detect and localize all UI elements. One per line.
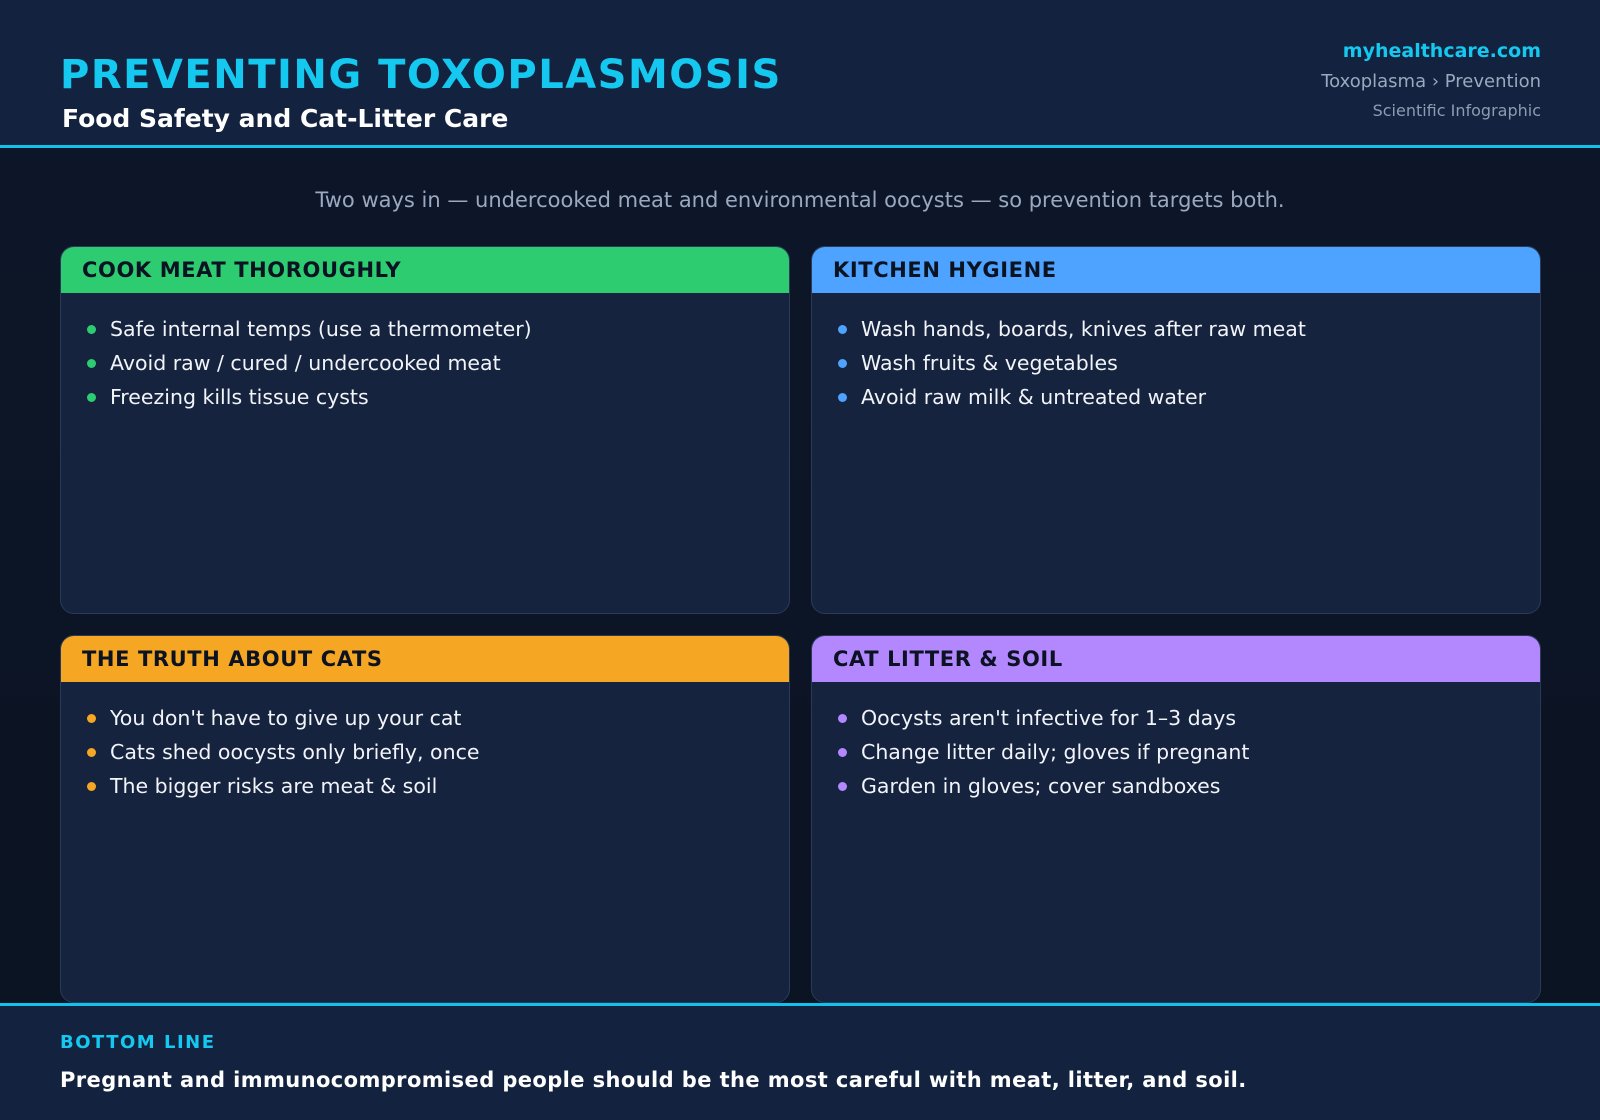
page-subtitle: Food Safety and Cat-Litter Care xyxy=(62,104,509,133)
list-item xyxy=(87,380,789,414)
bullet-dot-icon xyxy=(87,393,96,402)
list-item xyxy=(87,701,789,735)
list-item xyxy=(838,735,1540,769)
list-item xyxy=(87,769,789,803)
card-truth-about-cats xyxy=(60,635,790,1003)
list-item xyxy=(87,346,789,380)
card-title: THE TRUTH ABOUT CATS xyxy=(61,636,789,682)
card-title: CAT LITTER & SOIL xyxy=(812,636,1540,682)
footer-label: BOTTOM LINE xyxy=(60,1032,216,1053)
list-item-text: Freezing kills tissue cysts xyxy=(110,385,369,409)
bullet-dot-icon xyxy=(87,782,96,791)
list-item-text: Garden in gloves; cover sandboxes xyxy=(861,774,1221,798)
list-item xyxy=(838,701,1540,735)
list-item xyxy=(838,346,1540,380)
bottom-line-footer xyxy=(0,1003,1600,1120)
list-item xyxy=(838,380,1540,414)
footer-text: Pregnant and immunocompromised people should be the most careful with meat, litter, and soil. xyxy=(60,1068,1247,1092)
bullet-dot-icon xyxy=(87,714,96,723)
bullet-dot-icon xyxy=(838,325,847,334)
list-item-text: Cats shed oocysts only briefly, once xyxy=(110,740,480,764)
list-item-text: You don't have to give up your cat xyxy=(110,706,462,730)
list-item-text: Wash hands, boards, knives after raw meat xyxy=(861,317,1306,341)
list-item-text: Avoid raw / cured / undercooked meat xyxy=(110,351,501,375)
page-header xyxy=(0,0,1600,148)
list-item-text: Avoid raw milk & untreated water xyxy=(861,385,1207,409)
list-item-text: Wash fruits & vegetables xyxy=(861,351,1118,375)
card-list xyxy=(812,682,1540,803)
list-item xyxy=(838,769,1540,803)
infographic-tag: Scientific Infographic xyxy=(1372,101,1541,120)
intro-text: Two ways in — undercooked meat and environmental oocysts — so prevention targets both. xyxy=(315,188,1285,212)
page-title: PREVENTING TOXOPLASMOSIS xyxy=(60,52,782,98)
card-cat-litter-soil xyxy=(811,635,1541,1003)
list-item-text: Safe internal temps (use a thermometer) xyxy=(110,317,532,341)
bullet-dot-icon xyxy=(838,748,847,757)
list-item xyxy=(87,312,789,346)
bullet-dot-icon xyxy=(87,748,96,757)
breadcrumb: Toxoplasma › Prevention xyxy=(1321,71,1541,92)
card-title: KITCHEN HYGIENE xyxy=(812,247,1540,293)
card-list xyxy=(812,293,1540,414)
card-title: COOK MEAT THOROUGHLY xyxy=(61,247,789,293)
list-item-text: Oocysts aren't infective for 1–3 days xyxy=(861,706,1237,730)
bullet-dot-icon xyxy=(838,393,847,402)
bullet-dot-icon xyxy=(838,359,847,368)
bullet-dot-icon xyxy=(838,782,847,791)
card-list xyxy=(61,682,789,803)
list-item-text: The bigger risks are meat & soil xyxy=(110,774,438,798)
site-link[interactable]: myhealthcare.com xyxy=(1342,40,1541,62)
list-item xyxy=(838,312,1540,346)
bullet-dot-icon xyxy=(87,359,96,368)
card-list xyxy=(61,293,789,414)
card-cook-meat xyxy=(60,246,790,614)
bullet-dot-icon xyxy=(838,714,847,723)
bullet-dot-icon xyxy=(87,325,96,334)
card-kitchen-hygiene xyxy=(811,246,1541,614)
list-item-text: Change litter daily; gloves if pregnant xyxy=(861,740,1250,764)
list-item xyxy=(87,735,789,769)
